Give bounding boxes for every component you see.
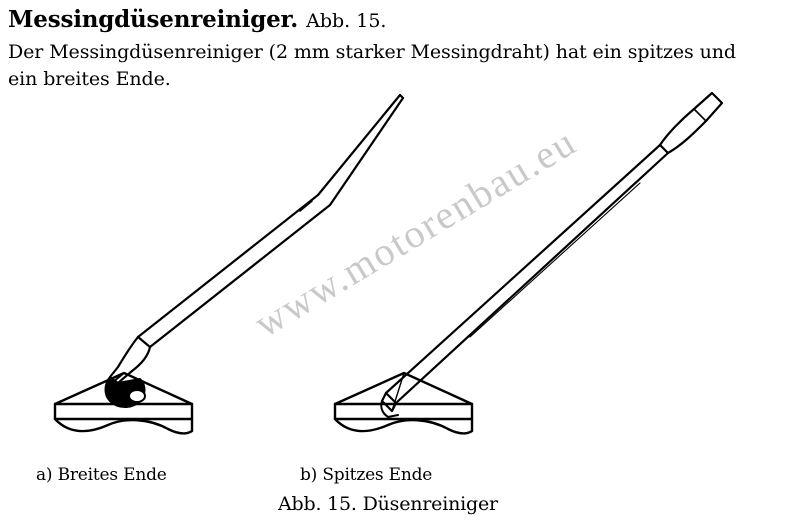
title-figure-reference: Abb. 15.: [306, 10, 387, 32]
body-text-line-1: Der Messingdüsenreiniger (2 mm starker Messingdraht) hat ein spitzes und: [8, 41, 736, 63]
breites-ende-werkzeug: [106, 95, 404, 407]
caption-b: b) Spitzes Ende: [300, 465, 433, 485]
caption-figure: Abb. 15. Düsenreiniger: [278, 493, 498, 515]
spitzes-ende-werkzeug: [381, 93, 722, 417]
figure-svg: [0, 85, 800, 485]
page-title: Messingdüsenreiniger.: [8, 6, 299, 33]
watermark-text: www.motorenbau.eu: [246, 118, 584, 347]
page-heading: [8, 6, 608, 33]
body-text-line-2: ein breites Ende.: [8, 68, 171, 90]
halter-rechts: [335, 373, 472, 433]
figure-illustration: [0, 85, 800, 485]
caption-a: a) Breites Ende: [36, 465, 167, 485]
